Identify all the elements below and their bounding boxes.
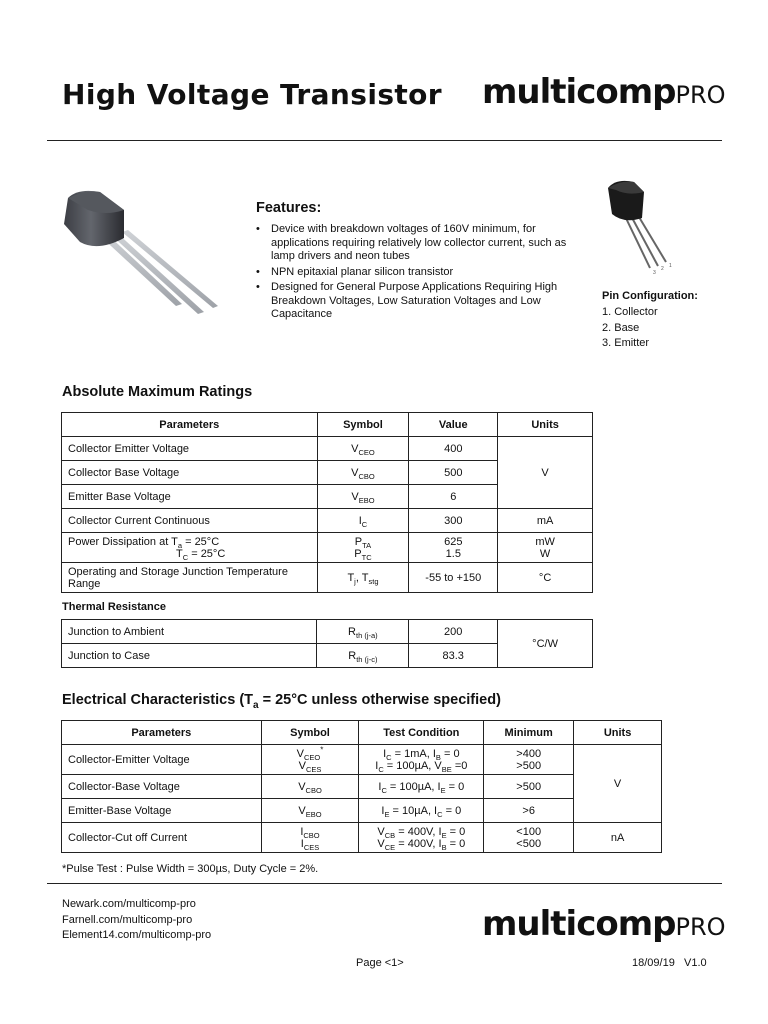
page-number: Page <1> [356,957,404,969]
pin-config-heading: Pin Configuration: [602,290,698,302]
minimum-cell: >500 [484,775,574,799]
param-cell: Junction to Case [62,644,317,668]
test-condition-cell: $I_E = 10\mu A$, $I_C = 0$ [359,799,484,823]
feature-item: • NPN epitaxial planar silicon transistor [256,266,576,280]
footnote: *Pulse Test : Pulse Width = 300µs, Duty Cycle = 2%. [62,863,319,875]
amr-heading: Absolute Maximum Ratings [62,384,253,400]
value-cell: 625 1.5 [409,533,498,563]
transistor-photo [58,186,223,331]
brand-logo [482,72,726,112]
symbol-cell: $V_{EBO}$ [317,485,409,509]
table-row [62,437,593,461]
table-row [62,745,662,775]
features-list [256,223,576,324]
pin-config-list [602,305,658,352]
symbol-cell: $T_j$, $T_{stg}$ [317,563,409,593]
symbol-cell: $I_{CBO}$ $I_{CES}$ [261,823,359,853]
unit-cell: °C [498,563,593,593]
pin-item: 1. Collector [602,306,658,318]
symbol-cell: $V_{CBO}$ [261,775,359,799]
param-cell: Collector-Emitter Voltage [62,745,262,775]
column-header: Units [498,413,593,437]
date-version: 18/09/19 V1.0 [632,957,707,969]
logo-main-text: multicomp [482,72,676,112]
pin-item: 2. Base [602,321,640,334]
param-cell: Power Dissipation at $T_a = 25^\circ C$ $T_C = 25^\circ C$ [62,533,318,563]
ec-heading: Electrical Characteristics ($T_a = 25^\circ C$ unless otherwise specified) [62,692,501,711]
minimum-cell: <100 <500 [484,823,574,853]
footer-link[interactable]: Farnell.com/multicomp-pro [62,913,193,926]
param-cell: Collector Current Continuous [62,509,318,533]
footer-link[interactable]: Newark.com/multicomp-pro [62,898,196,910]
footer-link[interactable]: Element14.com/multicomp-pro [62,929,212,941]
pin-number-label: 3 [653,270,656,276]
table-row [62,533,593,563]
table-row [62,509,593,533]
unit-cell: mW W [498,533,593,563]
logo-pro-text: PRO [675,913,726,941]
test-condition-cell: $I_C = 1mA$, $I_B = 0$ $I_C = 100\mu A$, $V_{BE} =0$ [359,745,484,775]
table-row [62,563,593,593]
value-cell: 83.3 [409,644,498,668]
footer-divider [47,883,722,884]
test-condition-cell: $V_{CB} = 400V$, $I_E = 0$ $V_{CE} = 400V$, $I_B = 0$ [359,823,484,853]
value-cell: 6 [409,485,498,509]
value-cell: -55 to +150 [409,563,498,593]
symbol-cell: $P_{TA}$ $P_{TC}$ [317,533,409,563]
unit-cell: V [498,437,593,509]
thermal-heading: Thermal Resistance [62,601,166,613]
page-title: High Voltage Transistor [62,78,443,111]
value-cell: 400 [409,437,498,461]
pin-number-label: 1 [669,263,672,269]
table-header-row [62,413,593,437]
table-row [62,799,662,823]
table-row [62,775,662,799]
ec-table [61,720,662,853]
column-header: Parameters [62,413,318,437]
column-header: Symbol [261,721,359,745]
symbol-cell: $R_{th (j-a)}$ [317,620,409,644]
feature-item: • Designed for General Purpose Applications Requiring High Breakdown Voltages, Low Saturation Voltages and Low Capacitance [256,281,576,322]
test-condition-cell: $I_C = 100\mu A$, $I_E = 0$ [359,775,484,799]
param-cell: Collector Emitter Voltage [62,437,318,461]
footer-links [62,897,211,944]
minimum-cell: >6 [484,799,574,823]
param-cell: Collector-Cut off Current [62,823,262,853]
symbol-cell: $I_C$ [317,509,409,533]
symbol-cell: $V_{CBO}$ [317,461,409,485]
column-header: Units [574,721,662,745]
feature-item: • Device with breakdown voltages of 160V minimum, for applications requiring relatively low collector current, such as lamp drivers and neon tubes [256,223,576,264]
amr-table [61,412,593,593]
logo-main-text: multicomp [482,904,676,944]
brand-logo-footer [482,904,726,944]
column-header: Symbol [317,413,409,437]
param-cell: Junction to Ambient [62,620,317,644]
unit-cell: nA [574,823,662,853]
table-header-row [62,721,662,745]
pin-number-label: 2 [661,266,664,272]
minimum-cell: >400 >500 [484,745,574,775]
symbol-cell: $V_{CEO}$ [317,437,409,461]
unit-cell: °C/W [498,620,593,668]
value-cell: 500 [409,461,498,485]
symbol-cell: $R_{th (j-c)}$ [317,644,409,668]
features-heading: Features: [256,200,322,216]
table-row [62,823,662,853]
table-row [62,620,593,644]
param-cell: Operating and Storage Junction Temperature Range [62,563,318,593]
pin-item: 3. Emitter [602,337,650,349]
header-divider [47,140,722,141]
value-cell: 300 [409,509,498,533]
param-cell: Emitter-Base Voltage [62,799,262,823]
column-header: Parameters [62,721,262,745]
pinout-drawing [598,178,683,278]
column-header: Test Condition [359,721,484,745]
column-header: Value [409,413,498,437]
logo-pro-text: PRO [675,81,726,109]
symbol-cell: $V_{EBO}$ [261,799,359,823]
param-cell: Collector Base Voltage [62,461,318,485]
value-cell: 200 [409,620,498,644]
unit-cell: mA [498,509,593,533]
param-cell: Collector-Base Voltage [62,775,262,799]
param-cell: Emitter Base Voltage [62,485,318,509]
unit-cell: V [574,745,662,823]
thermal-table [61,619,593,668]
symbol-cell: $V_{CEO}^*$ $V_{CES}$ [261,745,359,775]
column-header: Minimum [484,721,574,745]
